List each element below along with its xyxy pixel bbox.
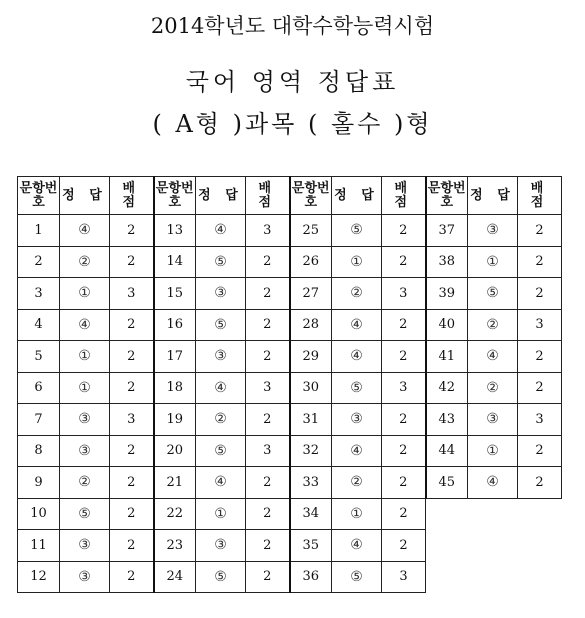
question-number: 31: [290, 404, 332, 436]
question-number: 25: [290, 215, 332, 247]
question-points: 2: [518, 246, 562, 278]
question-points: 3: [518, 309, 562, 341]
correct-answer: ②: [60, 467, 110, 499]
correct-answer: ⑤: [196, 561, 246, 593]
correct-answer: ①: [60, 341, 110, 373]
question-number: 26: [290, 246, 332, 278]
question-number: 21: [154, 467, 196, 499]
question-points: 3: [110, 278, 154, 310]
column-header-number: 문항번호: [426, 177, 468, 215]
correct-answer: ④: [196, 467, 246, 499]
correct-answer: ⑤: [332, 561, 382, 593]
question-points: 2: [382, 341, 426, 373]
correct-answer: ①: [468, 435, 518, 467]
question-number: 45: [426, 467, 468, 499]
question-points: 2: [110, 561, 154, 593]
question-number: 32: [290, 435, 332, 467]
exam-type-subtitle: ( A형 )과목 ( 홀수 )형: [152, 110, 433, 138]
question-number: 15: [154, 278, 196, 310]
question-number: 24: [154, 561, 196, 593]
question-number: 8: [18, 435, 60, 467]
empty-cell: [518, 498, 562, 530]
question-points: 2: [246, 467, 290, 499]
question-points: 2: [382, 215, 426, 247]
question-points: 3: [246, 215, 290, 247]
question-points: 2: [246, 404, 290, 436]
correct-answer: ②: [332, 278, 382, 310]
question-number: 29: [290, 341, 332, 373]
column-header-answer: 정 답: [468, 177, 518, 215]
question-number: 13: [154, 215, 196, 247]
column-header-answer: 정 답: [60, 177, 110, 215]
question-points: 2: [110, 498, 154, 530]
correct-answer: ③: [196, 278, 246, 310]
question-number: 41: [426, 341, 468, 373]
correct-answer: ③: [60, 404, 110, 436]
question-number: 5: [18, 341, 60, 373]
correct-answer: ⑤: [196, 309, 246, 341]
question-number: 9: [18, 467, 60, 499]
correct-answer: ③: [468, 404, 518, 436]
empty-cell: [426, 530, 468, 562]
question-points: 2: [382, 498, 426, 530]
question-points: 2: [382, 309, 426, 341]
question-points: 2: [246, 341, 290, 373]
question-number: 44: [426, 435, 468, 467]
question-points: 2: [246, 530, 290, 562]
question-points: 2: [382, 467, 426, 499]
correct-answer: ③: [332, 404, 382, 436]
correct-answer: ④: [468, 467, 518, 499]
correct-answer: ①: [332, 498, 382, 530]
correct-answer: ②: [468, 372, 518, 404]
empty-cell: [468, 530, 518, 562]
correct-answer: ②: [60, 246, 110, 278]
question-points: 2: [382, 530, 426, 562]
table-row: [18, 215, 562, 247]
question-points: 2: [246, 246, 290, 278]
correct-answer: ①: [60, 278, 110, 310]
correct-answer: ③: [196, 341, 246, 373]
question-points: 2: [110, 341, 154, 373]
empty-cell: [426, 498, 468, 530]
empty-cell: [518, 561, 562, 593]
question-points: 2: [110, 246, 154, 278]
question-number: 23: [154, 530, 196, 562]
question-points: 2: [518, 278, 562, 310]
table-row: [18, 530, 562, 562]
table-row: [18, 278, 562, 310]
empty-cell: [426, 561, 468, 593]
correct-answer: ④: [332, 530, 382, 562]
question-points: 3: [110, 404, 154, 436]
question-number: 19: [154, 404, 196, 436]
question-points: 3: [382, 372, 426, 404]
question-points: 2: [382, 435, 426, 467]
column-header-points: 배 점: [246, 177, 290, 215]
correct-answer: ④: [196, 215, 246, 247]
question-points: 2: [110, 530, 154, 562]
question-number: 16: [154, 309, 196, 341]
answer-sheet-title: 국어 영역 정답표: [185, 68, 400, 96]
table-row: [18, 561, 562, 593]
correct-answer: ②: [196, 404, 246, 436]
question-number: 35: [290, 530, 332, 562]
question-points: 3: [518, 404, 562, 436]
correct-answer: ④: [332, 309, 382, 341]
question-number: 37: [426, 215, 468, 247]
table-row: [18, 467, 562, 499]
question-points: 2: [246, 278, 290, 310]
question-number: 34: [290, 498, 332, 530]
column-header-answer: 정 답: [332, 177, 382, 215]
correct-answer: ④: [60, 309, 110, 341]
question-points: 3: [246, 435, 290, 467]
column-header-answer: 정 답: [196, 177, 246, 215]
column-header-points: 배 점: [382, 177, 426, 215]
question-number: 27: [290, 278, 332, 310]
empty-cell: [518, 530, 562, 562]
question-points: 2: [382, 404, 426, 436]
correct-answer: ③: [196, 530, 246, 562]
table-row: [18, 372, 562, 404]
question-number: 6: [18, 372, 60, 404]
correct-answer: ①: [60, 372, 110, 404]
empty-cell: [468, 561, 518, 593]
question-number: 36: [290, 561, 332, 593]
correct-answer: ⑤: [60, 498, 110, 530]
correct-answer: ⑤: [196, 246, 246, 278]
correct-answer: ④: [332, 341, 382, 373]
question-points: 2: [518, 467, 562, 499]
question-number: 20: [154, 435, 196, 467]
question-number: 12: [18, 561, 60, 593]
question-number: 10: [18, 498, 60, 530]
correct-answer: ③: [468, 215, 518, 247]
question-number: 33: [290, 467, 332, 499]
table-row: [18, 435, 562, 467]
question-points: 3: [382, 278, 426, 310]
table-row: [18, 498, 562, 530]
question-points: 2: [518, 372, 562, 404]
question-points: 3: [382, 561, 426, 593]
correct-answer: ⑤: [332, 372, 382, 404]
column-header-points: 배 점: [518, 177, 562, 215]
question-number: 30: [290, 372, 332, 404]
question-points: 2: [246, 309, 290, 341]
table-row: [18, 309, 562, 341]
correct-answer: ④: [332, 435, 382, 467]
question-number: 38: [426, 246, 468, 278]
question-points: 2: [246, 561, 290, 593]
question-number: 43: [426, 404, 468, 436]
column-header-number: 문항번호: [154, 177, 196, 215]
answer-key-table: [17, 176, 562, 593]
question-points: 2: [110, 215, 154, 247]
correct-answer: ③: [60, 435, 110, 467]
question-points: 2: [110, 467, 154, 499]
exam-title: 2014학년도 대학수학능력시험: [150, 14, 435, 38]
question-number: 28: [290, 309, 332, 341]
question-points: 2: [518, 435, 562, 467]
table-header-row: [18, 177, 562, 215]
correct-answer: ④: [468, 341, 518, 373]
question-number: 39: [426, 278, 468, 310]
question-number: 4: [18, 309, 60, 341]
question-number: 7: [18, 404, 60, 436]
correct-answer: ③: [60, 530, 110, 562]
question-points: 2: [246, 498, 290, 530]
question-number: 22: [154, 498, 196, 530]
question-points: 2: [518, 341, 562, 373]
column-header-points: 배 점: [110, 177, 154, 215]
question-number: 18: [154, 372, 196, 404]
column-header-number: 문항번호: [18, 177, 60, 215]
question-number: 1: [18, 215, 60, 247]
correct-answer: ④: [196, 372, 246, 404]
question-points: 2: [110, 372, 154, 404]
empty-cell: [468, 498, 518, 530]
correct-answer: ⑤: [332, 215, 382, 247]
correct-answer: ⑤: [468, 278, 518, 310]
question-number: 3: [18, 278, 60, 310]
question-points: 2: [110, 435, 154, 467]
question-number: 40: [426, 309, 468, 341]
question-number: 42: [426, 372, 468, 404]
column-header-number: 문항번호: [290, 177, 332, 215]
correct-answer: ⑤: [196, 435, 246, 467]
correct-answer: ①: [468, 246, 518, 278]
correct-answer: ①: [332, 246, 382, 278]
correct-answer: ③: [60, 561, 110, 593]
correct-answer: ②: [332, 467, 382, 499]
question-number: 2: [18, 246, 60, 278]
question-points: 2: [518, 215, 562, 247]
question-number: 11: [18, 530, 60, 562]
question-points: 2: [382, 246, 426, 278]
question-number: 14: [154, 246, 196, 278]
table-row: [18, 246, 562, 278]
question-points: 2: [110, 309, 154, 341]
question-points: 3: [246, 372, 290, 404]
correct-answer: ①: [196, 498, 246, 530]
question-number: 17: [154, 341, 196, 373]
correct-answer: ④: [60, 215, 110, 247]
correct-answer: ②: [468, 309, 518, 341]
table-row: [18, 404, 562, 436]
table-row: [18, 341, 562, 373]
